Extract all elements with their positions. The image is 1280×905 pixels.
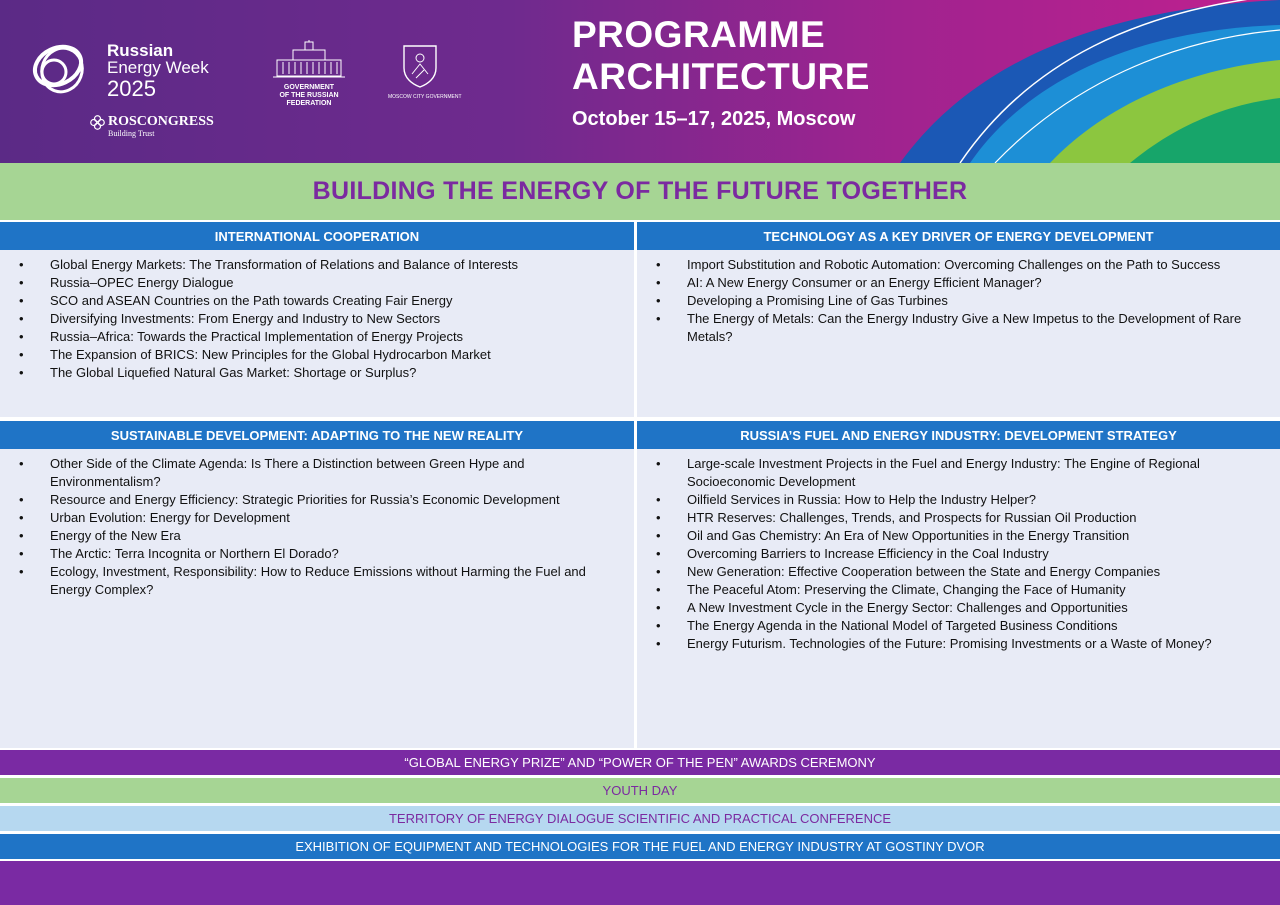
session-item: • SCO and ASEAN Countries on the Path towards Creating Fair Energy (0, 292, 634, 310)
organizer-logo (90, 114, 214, 138)
track-panel-sustainable-development (0, 421, 634, 748)
session-item: • The Energy Agenda in the National Model of Targeted Business Conditions (637, 617, 1280, 635)
youth-day-text: YOUTH DAY (602, 783, 678, 798)
main-theme-text: BUILDING THE ENERGY OF THE FUTURE TOGETHER (312, 177, 968, 205)
session-item: • Oil and Gas Chemistry: An Era of New Opportunities in the Energy Transition (637, 527, 1280, 545)
flower-logo-icon (90, 115, 105, 130)
session-item: • A New Investment Cycle in the Energy Sector: Challenges and Opportunities (637, 599, 1280, 617)
decorative-swoosh-icon (900, 0, 1280, 163)
session-list (637, 449, 1280, 653)
session-item: • Energy of the New Era (0, 527, 634, 545)
track-panel-fuel-energy-industry (637, 421, 1280, 748)
government-caption-line: OF THE RUSSIAN (279, 92, 339, 100)
exhibition-text: EXHIBITION OF EQUIPMENT AND TECHNOLOGIES FOR THE FUEL AND ENERGY INDUSTRY AT GOSTINY DVOR (295, 839, 985, 854)
session-item: • Russia–OPEC Energy Dialogue (0, 274, 634, 292)
header (0, 0, 1280, 163)
session-item: • Energy Futurism. Technologies of the Future: Promising Investments or a Waste of Money? (637, 635, 1280, 653)
session-list (0, 250, 634, 382)
track-title: TECHNOLOGY AS A KEY DRIVER OF ENERGY DEVELOPMENT (637, 222, 1280, 250)
session-item: • The Expansion of BRICS: New Principles for the Global Hydrocarbon Market (0, 346, 634, 364)
page-title-line2: ARCHITECTURE (572, 55, 870, 97)
awards-ceremony-text: “GLOBAL ENERGY PRIZE” AND “POWER OF THE PEN” AWARDS CEREMONY (404, 755, 876, 770)
footer-bar (0, 861, 1280, 905)
session-list (0, 449, 634, 599)
event-name-line1: Russian (107, 41, 174, 60)
date-location: October 15–17, 2025, Moscow (572, 108, 856, 130)
exhibition-band (0, 834, 1280, 859)
session-item: • Diversifying Investments: From Energy and Industry to New Sectors (0, 310, 634, 328)
track-panel-international-cooperation (0, 222, 634, 417)
session-item: • Developing a Promising Line of Gas Turbines (637, 292, 1280, 310)
session-item: • The Global Liquefied Natural Gas Market: Shortage or Surplus? (0, 364, 634, 382)
session-item: • The Peaceful Atom: Preserving the Climate, Changing the Face of Humanity (637, 581, 1280, 599)
event-name-line2: Energy Week (107, 58, 209, 77)
session-item: • Ecology, Investment, Responsibility: How to Reduce Emissions without Harming the Fuel and Energy Complex? (0, 563, 634, 599)
session-item: • Other Side of the Climate Agenda: Is There a Distinction between Green Hype and Environmentalism? (0, 455, 634, 491)
government-caption (272, 84, 346, 108)
track-panel-technology (637, 222, 1280, 417)
white-house-icon (273, 40, 345, 80)
moscow-caption: MOSCOW CITY GOVERNMENT (388, 94, 462, 100)
session-item: • Resource and Energy Efficiency: Strategic Priorities for Russia’s Economic Development (0, 491, 634, 509)
session-item: • New Generation: Effective Cooperation between the State and Energy Companies (637, 563, 1280, 581)
main-theme-banner (0, 163, 1280, 220)
track-title: INTERNATIONAL COOPERATION (0, 222, 634, 250)
session-list (637, 250, 1280, 346)
session-item: • The Energy of Metals: Can the Energy Industry Give a New Impetus to the Development of Rare Metals? (637, 310, 1280, 346)
rings-logo-icon (28, 36, 92, 100)
page-title-line1: PROGRAMME (572, 14, 826, 55)
government-logo (272, 40, 346, 108)
session-item: • Global Energy Markets: The Transformation of Relations and Balance of Interests (0, 256, 634, 274)
session-item: • Urban Evolution: Energy for Development (0, 509, 634, 527)
organizer-name: ROSCONGRESS (108, 114, 214, 129)
event-year: 2025 (107, 76, 156, 101)
government-caption-line: GOVERNMENT (283, 84, 335, 91)
session-item: • Import Substitution and Robotic Automation: Overcoming Challenges on the Path to Success (637, 256, 1280, 274)
session-item: • The Arctic: Terra Incognita or Northern El Dorado? (0, 545, 634, 563)
moscow-government-logo (388, 44, 462, 100)
session-item: • AI: A New Energy Consumer or an Energy Efficient Manager? (637, 274, 1280, 292)
session-item: • HTR Reserves: Challenges, Trends, and Prospects for Russian Oil Production (637, 509, 1280, 527)
track-title: SUSTAINABLE DEVELOPMENT: ADAPTING TO THE NEW REALITY (0, 421, 634, 449)
track-title: RUSSIA’S FUEL AND ENERGY INDUSTRY: DEVELOPMENT STRATEGY (637, 421, 1280, 449)
event-name (107, 42, 209, 100)
territory-conference-text: TERRITORY OF ENERGY DIALOGUE SCIENTIFIC AND PRACTICAL CONFERENCE (388, 811, 892, 826)
awards-ceremony-band (0, 750, 1280, 775)
coat-of-arms-icon (402, 44, 438, 88)
session-item: • Russia–Africa: Towards the Practical Implementation of Energy Projects (0, 328, 634, 346)
session-item: • Large-scale Investment Projects in the Fuel and Energy Industry: The Engine of Regional Socioeconomic Development (637, 455, 1280, 491)
organizer-tagline: Building Trust (108, 129, 155, 138)
territory-conference-band (0, 806, 1280, 831)
youth-day-band (0, 778, 1280, 803)
government-caption-line: FEDERATION (286, 100, 332, 108)
session-item: • Overcoming Barriers to Increase Efficiency in the Coal Industry (637, 545, 1280, 563)
session-item: • Oilfield Services in Russia: How to Help the Industry Helper? (637, 491, 1280, 509)
page-title (572, 14, 870, 98)
